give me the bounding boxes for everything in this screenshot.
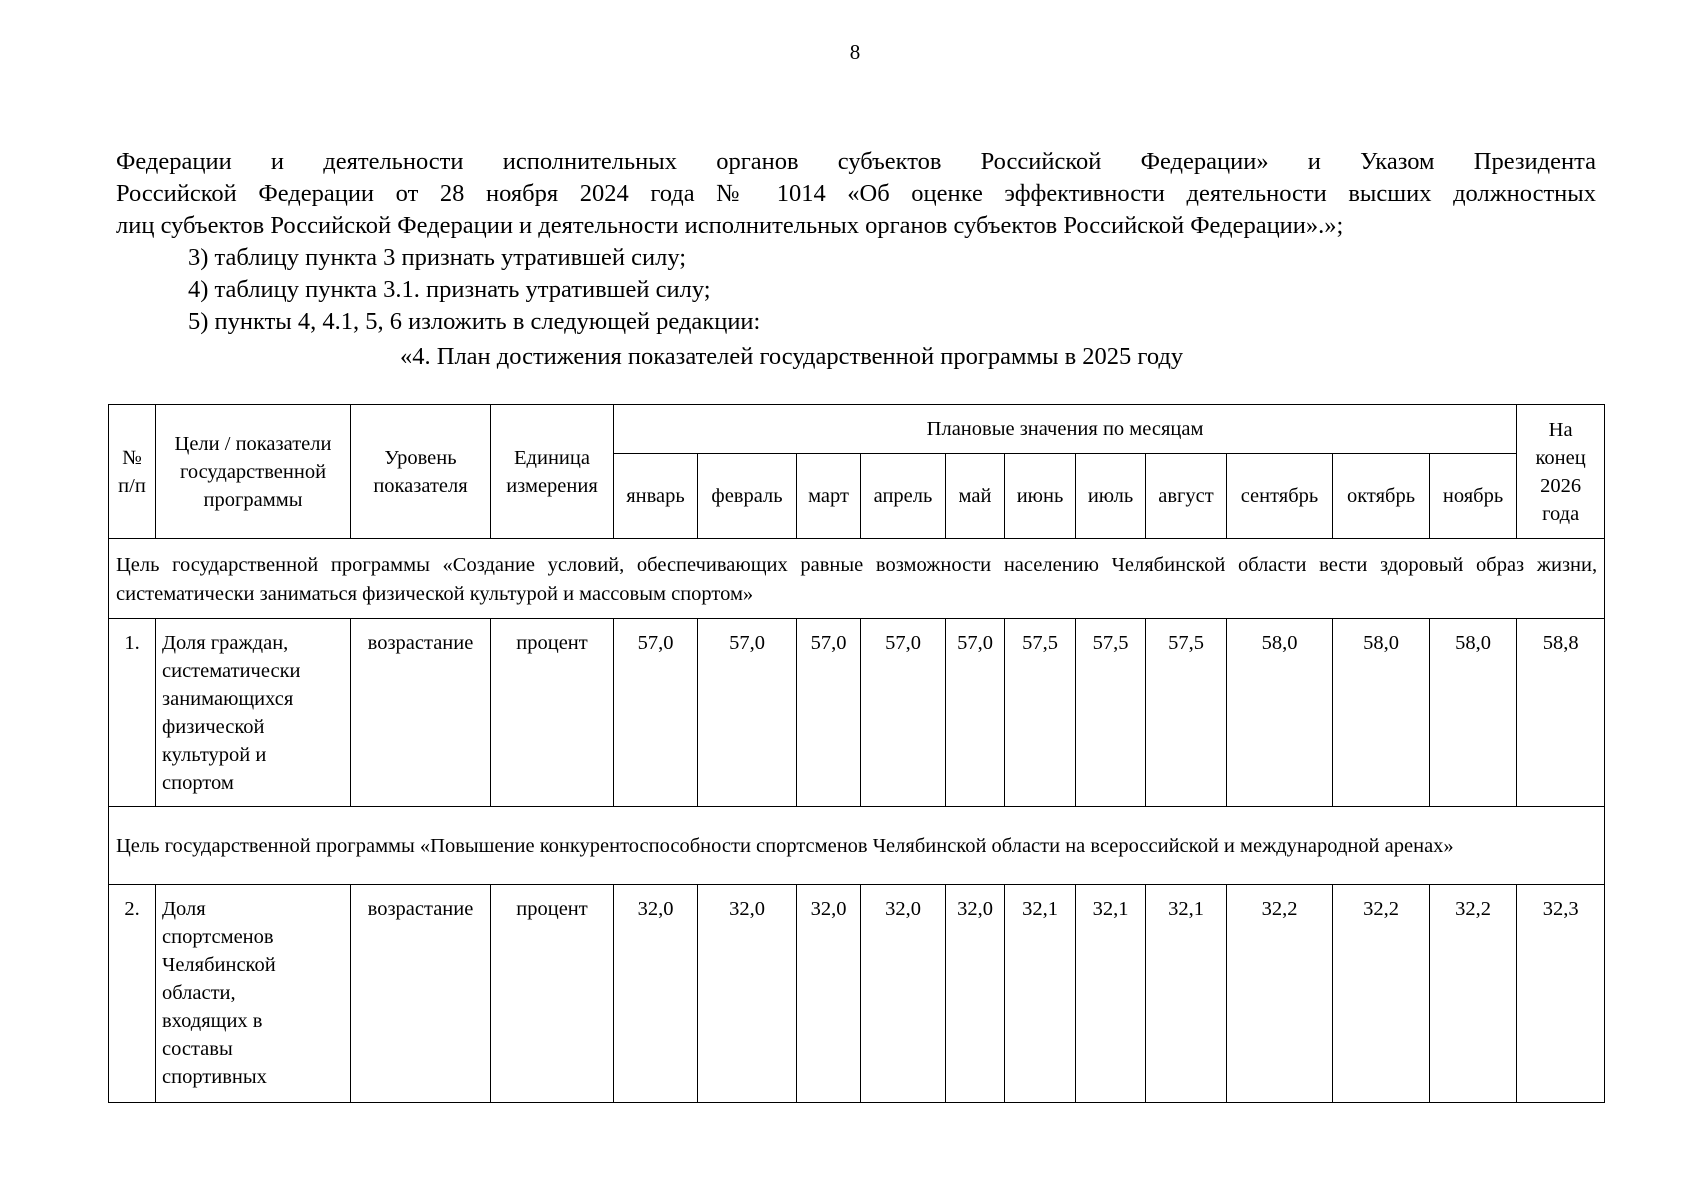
month-value: 32,2	[1333, 885, 1430, 1103]
indicator-level: возрастание	[351, 885, 491, 1103]
month-value: 32,2	[1227, 885, 1333, 1103]
indicator-line: культурой и	[162, 744, 267, 766]
header-monthly: Плановые значения по месяцам	[614, 405, 1517, 454]
table-row	[109, 885, 1605, 1103]
intro-line: Российской Федерации от 28 ноября 2024 года № 1014 «Об оценке эффективности деятельности высших должностных	[116, 180, 1596, 207]
header-month: октябрь	[1333, 454, 1430, 539]
row-number: 2.	[109, 885, 156, 1103]
indicator-unit: процент	[491, 885, 614, 1103]
month-value: 57,5	[1005, 619, 1076, 807]
indicator-unit: процент	[491, 619, 614, 807]
header-end: На конец 2026 года	[1517, 405, 1605, 539]
month-value: 57,0	[861, 619, 946, 807]
month-value: 58,0	[1333, 619, 1430, 807]
header-month: август	[1146, 454, 1227, 539]
indicator-line: спортом	[162, 772, 234, 794]
intro-line: лиц субъектов Российской Федерации и деятельности исполнительных органов субъектов Российской Федерации».»;	[116, 212, 1344, 239]
indicator-line: Доля граждан,	[162, 632, 289, 654]
month-value: 57,5	[1076, 619, 1146, 807]
month-value: 32,1	[1076, 885, 1146, 1103]
header-month: сентябрь	[1227, 454, 1333, 539]
list-item: 4) таблицу пункта 3.1. признать утратившей силу;	[188, 276, 711, 303]
month-value: 32,0	[861, 885, 946, 1103]
indicator-line: спортивных	[162, 1066, 267, 1088]
header-month: апрель	[861, 454, 946, 539]
indicator-name	[156, 619, 351, 807]
header-level: Уровень показателя	[351, 405, 491, 539]
indicator-line: спортсменов	[162, 926, 274, 948]
row-number: 1.	[109, 619, 156, 807]
month-value: 32,2	[1430, 885, 1517, 1103]
indicator-line: Челябинской	[162, 954, 276, 976]
goal-row: Цель государственной программы «Повышение конкурентоспособности спортсменов Челябинской области на всероссийской и международной аренах»	[109, 807, 1605, 885]
month-value: 32,1	[1146, 885, 1227, 1103]
month-value: 32,0	[698, 885, 797, 1103]
month-value: 32,0	[946, 885, 1005, 1103]
month-value: 57,5	[1146, 619, 1227, 807]
goal-row: Цель государственной программы «Создание условий, обеспечивающих равные возможности населению Челябинской области вести здоровый образ жизни, систематически заниматься физической культурой и массовым спортом»	[109, 539, 1605, 619]
month-value: 57,0	[614, 619, 698, 807]
page-number: 8	[849, 40, 861, 64]
indicator-line: области,	[162, 982, 236, 1004]
section-heading: «4. План достижения показателей государственной программы в 2025 году	[400, 343, 1184, 370]
indicator-line: составы	[162, 1038, 233, 1060]
month-value: 32,0	[614, 885, 698, 1103]
header-month: июнь	[1005, 454, 1076, 539]
header-month: январь	[614, 454, 698, 539]
month-value: 57,0	[797, 619, 861, 807]
indicator-line: занимающихся	[162, 688, 294, 710]
month-value: 57,0	[698, 619, 797, 807]
month-value: 58,0	[1430, 619, 1517, 807]
indicator-level: возрастание	[351, 619, 491, 807]
indicator-line: входящих в	[162, 1010, 263, 1032]
indicator-line: физической	[162, 716, 265, 738]
intro-text	[116, 146, 1596, 338]
header-goals: Цели / показатели государственной программы	[156, 405, 351, 539]
header-month: май	[946, 454, 1005, 539]
header-num: № п/п	[109, 405, 156, 539]
indicator-line: Доля	[162, 898, 206, 920]
list-item: 3) таблицу пункта 3 признать утратившей силу;	[188, 244, 687, 271]
table-row	[109, 619, 1605, 807]
plan-table	[108, 404, 1605, 1103]
header-month: февраль	[698, 454, 797, 539]
end-value: 32,3	[1517, 885, 1605, 1103]
header-unit: Единица измерения	[491, 405, 614, 539]
header-month: март	[797, 454, 861, 539]
month-value: 58,0	[1227, 619, 1333, 807]
intro-line: Федерации и деятельности исполнительных органов субъектов Российской Федерации» и Указом Президента	[116, 148, 1596, 175]
month-value: 32,1	[1005, 885, 1076, 1103]
list-item: 5) пункты 4, 4.1, 5, 6 изложить в следующей редакции:	[188, 308, 761, 335]
indicator-line: систематически	[162, 660, 301, 682]
header-month: ноябрь	[1430, 454, 1517, 539]
month-value: 32,0	[797, 885, 861, 1103]
indicator-name	[156, 885, 351, 1103]
month-value: 57,0	[946, 619, 1005, 807]
end-value: 58,8	[1517, 619, 1605, 807]
header-month: июль	[1076, 454, 1146, 539]
